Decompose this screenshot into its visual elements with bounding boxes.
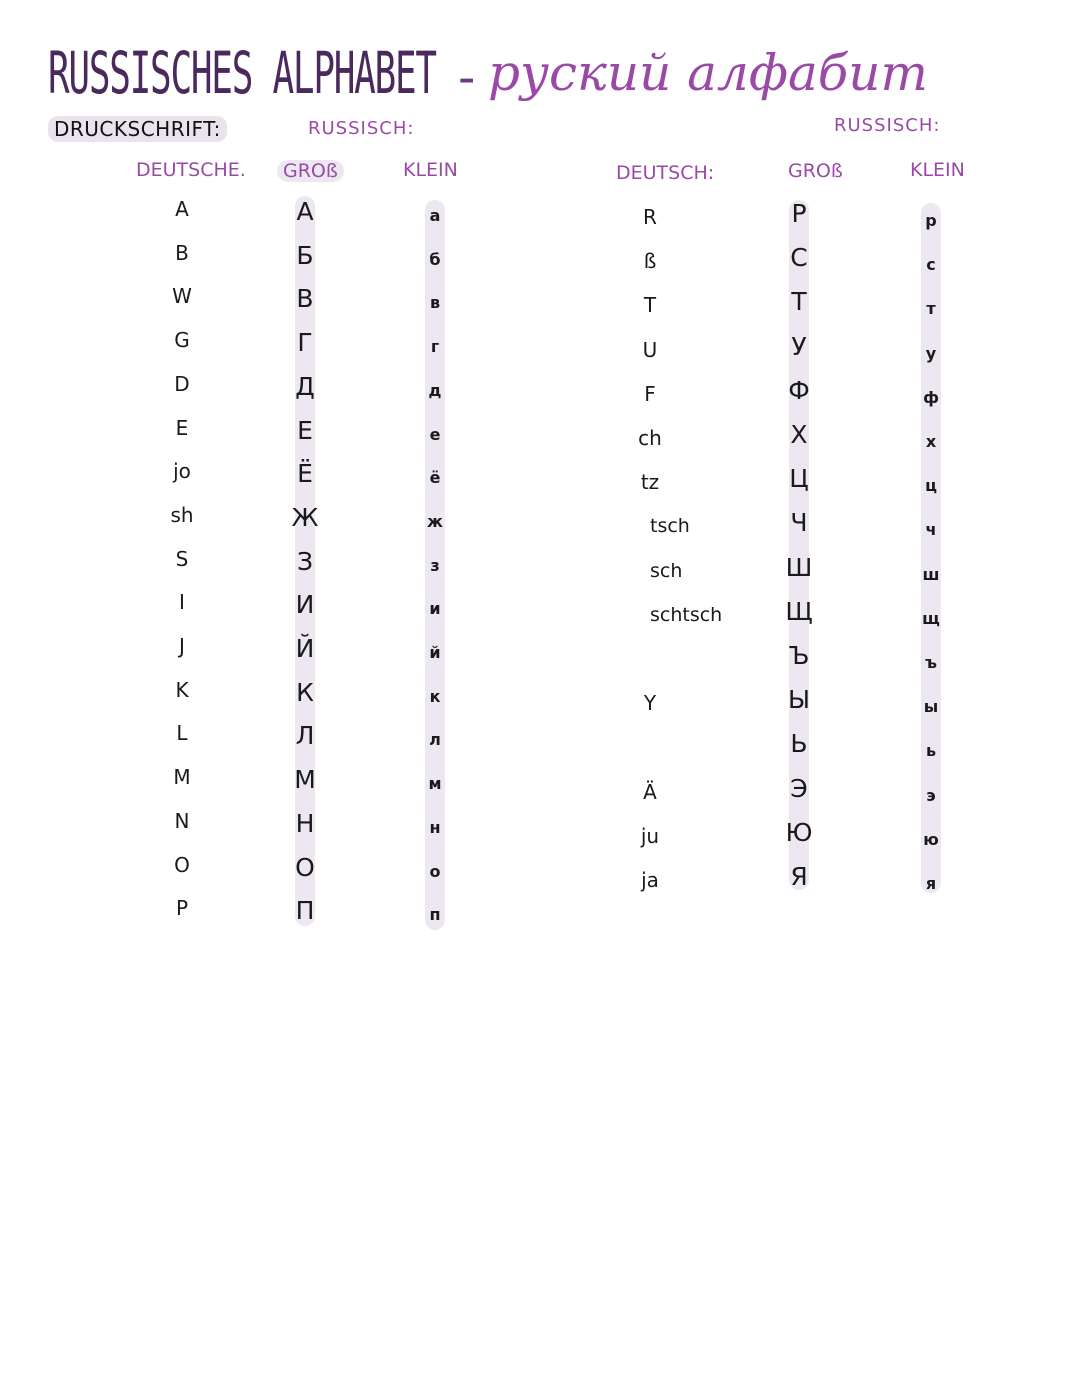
left-upper-letter-3: Г (297, 328, 313, 358)
right-lower-letter-10: ъ (924, 653, 938, 672)
left-upper-letter-15: О (295, 852, 315, 882)
left-upper-letter-14: Н (295, 808, 315, 838)
left-lower-letter-8: з (430, 555, 440, 575)
right-lower-letter-13: э (926, 785, 936, 805)
right-upper-letter-1: С (790, 243, 808, 273)
left-lower-letter-7: ж (427, 511, 443, 531)
right-lower-letter-9: щ (922, 608, 940, 628)
russisch-label-right: RUSSISCH: (834, 115, 941, 136)
left-upper-letter-0: А (296, 197, 314, 226)
right-lower-letter-6: ц (925, 476, 937, 496)
right-upper-letter-12: Ь (790, 729, 808, 759)
left-lower-letter-11: к (429, 686, 441, 706)
left-german-letter-14: N (174, 808, 190, 833)
left-upper-letter-13: М (294, 765, 316, 795)
left-lower-letter-2: в (429, 293, 441, 313)
left-lower-letter-5: е (429, 424, 441, 444)
left-german-letter-6: jo (173, 459, 191, 484)
left-upper-letter-12: Л (295, 721, 315, 751)
page-title: RUSSISCHES ALPHABET (48, 39, 436, 107)
druckschrift-label: DRUCKSCHRIFT: (48, 116, 227, 142)
left-german-letter-9: I (179, 590, 185, 615)
left-german-letter-7: sh (170, 502, 194, 527)
left-lower-letter-1: б (429, 249, 441, 269)
right-lower-letter-14: ю (923, 829, 939, 849)
right-lower-letter-7: ч (925, 520, 937, 540)
left-german-letter-15: O (174, 852, 190, 877)
right-german-letter-8: sch (650, 559, 683, 582)
left-lower-letter-12: л (429, 730, 441, 750)
right-upper-letter-6: Ц (789, 464, 809, 494)
right-lower-letter-15: я (925, 874, 937, 893)
right-upper-letter-15: Я (790, 862, 808, 891)
left-german-letter-12: L (176, 721, 188, 746)
left-lower-letter-13: м (428, 774, 442, 794)
right-upper-letter-10: Ъ (788, 641, 810, 670)
left-german-letter-10: J (179, 634, 185, 658)
left-german-letter-5: E (175, 415, 189, 440)
right-header-klein: KLEIN (910, 159, 965, 181)
right-lower-letter-8: ш (922, 564, 940, 584)
title-dash: - (458, 50, 476, 106)
right-lower-letter-11: ы (923, 697, 939, 717)
right-lower-letter-12: ь (925, 741, 937, 761)
right-upper-letter-8: Ш (785, 552, 813, 582)
right-german-letter-9: schtsch (650, 603, 723, 626)
right-upper-letter-7: Ч (790, 508, 808, 538)
left-lower-letter-6: ё (429, 468, 441, 488)
right-german-letter-11: Y (643, 691, 657, 716)
left-lower-letter-15: о (429, 861, 441, 881)
left-german-letter-4: D (174, 371, 190, 396)
right-header-gross: GROß (788, 160, 843, 182)
left-header-deutsch: DEUTSCHE. (136, 159, 246, 181)
right-upper-letter-2: Т (791, 287, 807, 317)
right-german-letter-14: ju (640, 823, 660, 848)
left-german-letter-16: P (175, 896, 189, 921)
right-lower-letter-1: с (926, 255, 936, 275)
left-german-letter-3: G (174, 328, 190, 353)
left-upper-letter-6: Ё (297, 459, 313, 489)
left-german-letter-2: W (172, 284, 192, 309)
left-lower-letter-4: д (428, 380, 442, 400)
left-lower-letter-16: п (429, 905, 441, 925)
left-upper-letter-7: Ж (291, 502, 319, 532)
left-german-letter-1: B (175, 240, 189, 265)
left-upper-letter-5: Е (297, 415, 313, 445)
right-upper-letter-13: Э (790, 773, 808, 803)
right-german-letter-15: ja (641, 868, 659, 892)
left-upper-letter-10: Й (295, 634, 315, 663)
left-german-letter-13: M (173, 765, 191, 790)
right-german-letter-1: ß (643, 249, 657, 274)
left-upper-letter-8: З (296, 546, 314, 576)
right-german-letter-6: tz (640, 470, 660, 495)
right-upper-letter-9: Щ (785, 596, 813, 626)
left-upper-letter-16: П (295, 896, 315, 926)
right-german-letter-7: tsch (650, 515, 690, 538)
left-header-gross: GROß (277, 160, 344, 182)
right-upper-letter-11: Ы (787, 685, 811, 715)
left-upper-letter-1: Б (296, 240, 314, 270)
right-german-letter-5: ch (638, 426, 662, 450)
left-german-letter-0: A (175, 197, 189, 221)
left-lower-letter-14: н (429, 817, 441, 837)
right-upper-letter-0: Р (791, 199, 807, 228)
right-german-letter-2: T (643, 293, 657, 318)
left-lower-letter-0: а (429, 206, 441, 225)
left-lower-letter-10: й (429, 643, 441, 662)
russisch-label-left: RUSSISCH: (308, 118, 415, 139)
right-upper-letter-14: Ю (785, 817, 813, 847)
left-header-klein: KLEIN (403, 159, 458, 181)
right-upper-letter-4: Ф (788, 375, 810, 405)
right-upper-letter-5: Х (790, 420, 808, 449)
left-lower-letter-9: и (429, 599, 441, 619)
right-lower-letter-5: х (925, 432, 937, 451)
left-german-letter-11: K (175, 677, 189, 702)
left-upper-letter-4: Д (295, 371, 315, 401)
left-upper-letter-11: К (296, 677, 314, 707)
left-german-letter-8: S (175, 546, 189, 571)
right-lower-letter-4: ф (923, 387, 939, 407)
right-german-letter-3: U (642, 337, 658, 362)
left-lower-letter-3: г (430, 337, 440, 357)
right-lower-letter-3: у (925, 343, 937, 363)
right-german-letter-13: Ä (643, 779, 657, 804)
right-german-letter-0: R (643, 205, 657, 229)
right-upper-letter-3: У (791, 331, 807, 361)
right-german-letter-4: F (644, 381, 656, 406)
left-upper-letter-9: И (295, 590, 315, 620)
left-upper-letter-2: В (296, 284, 314, 314)
right-lower-letter-2: т (926, 299, 936, 319)
page-title-russian: руский алфабит (488, 44, 928, 102)
right-header-deutsch: DEUTSCH: (616, 162, 715, 184)
right-lower-letter-0: р (925, 211, 937, 230)
